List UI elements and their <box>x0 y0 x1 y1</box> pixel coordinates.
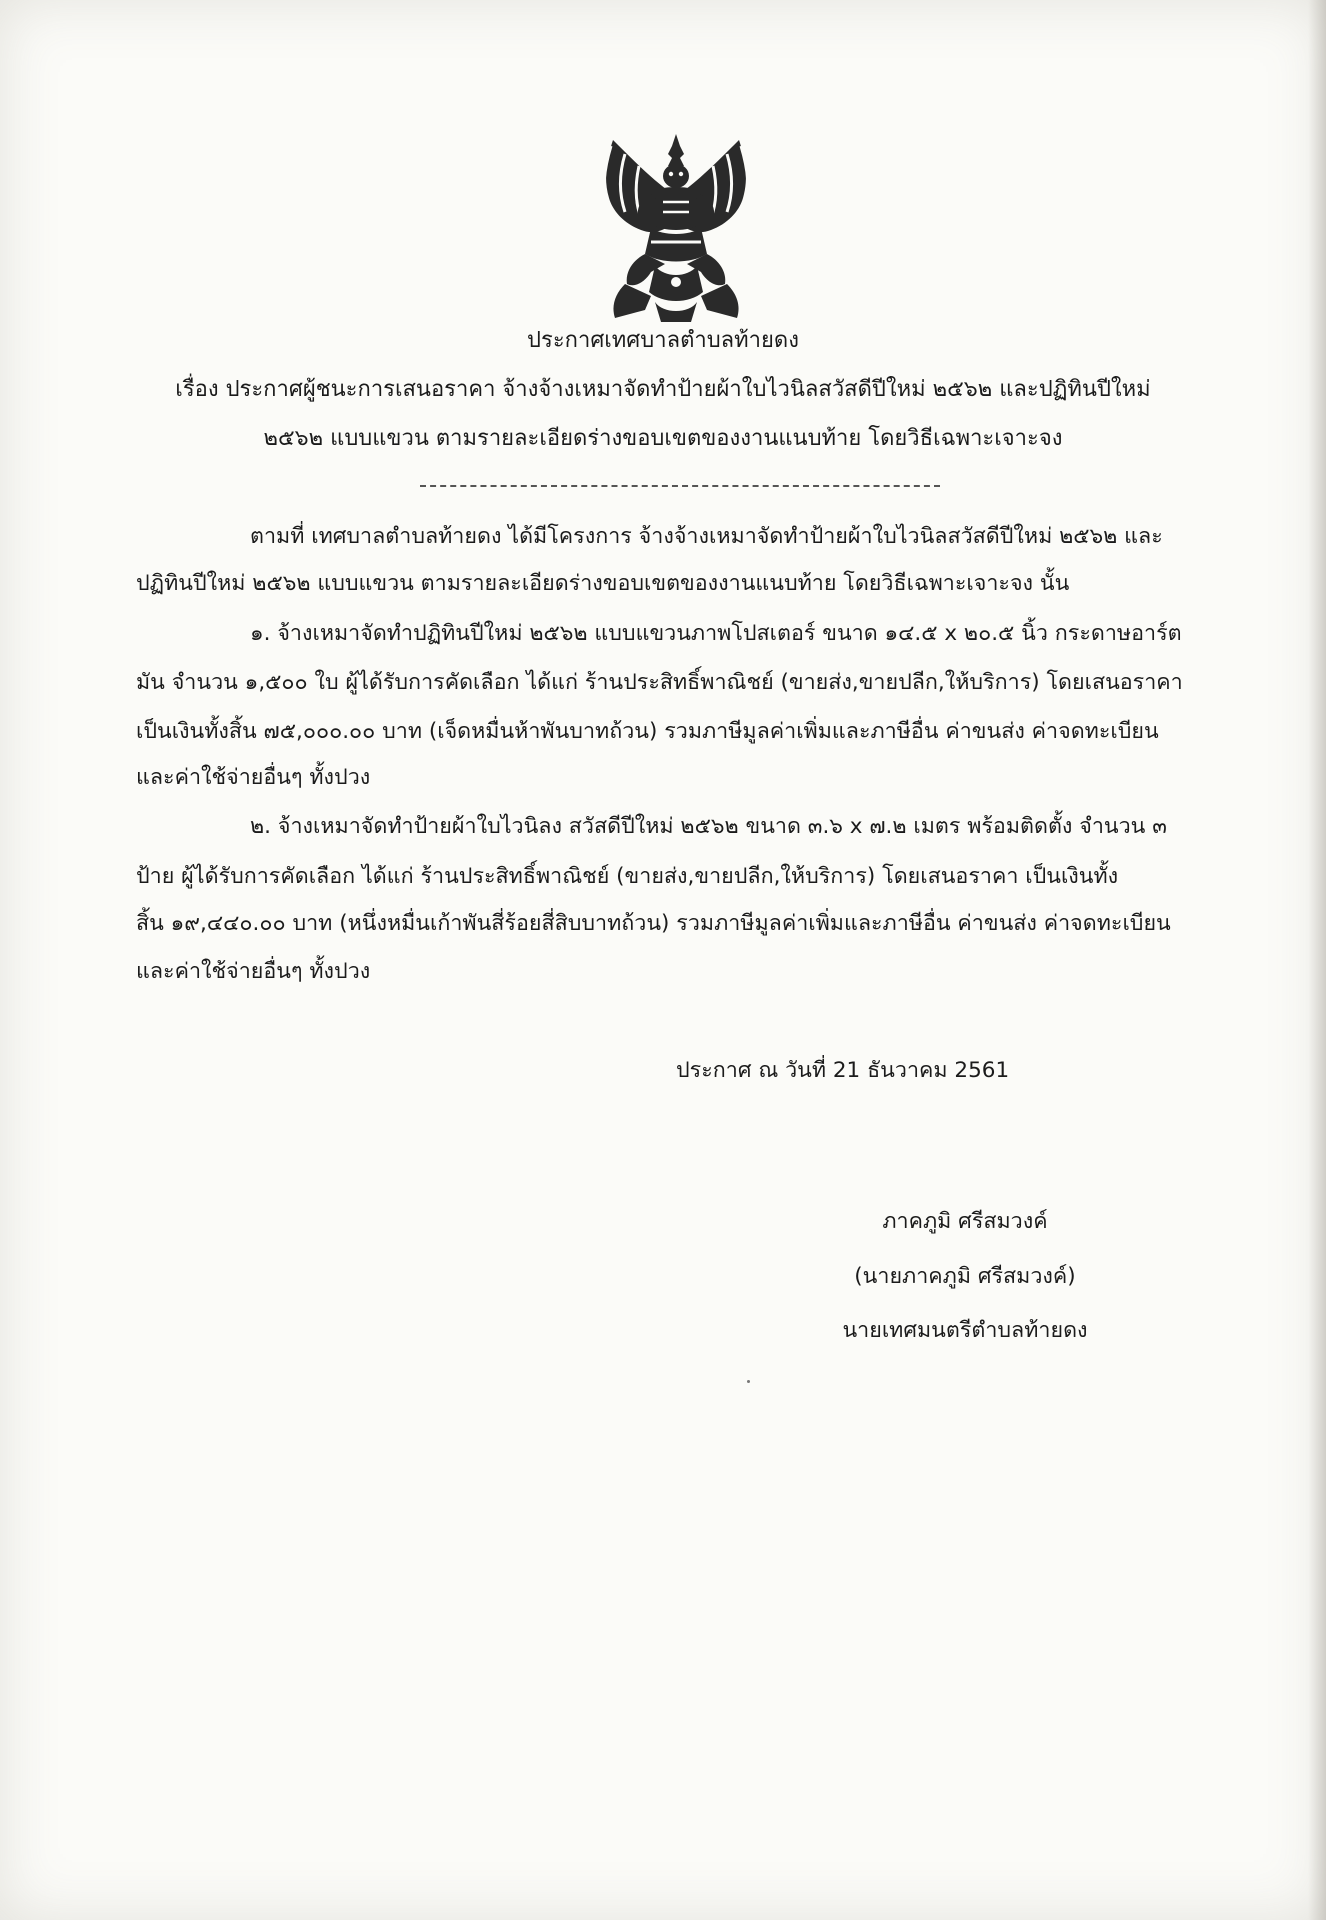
signatory-printed-name: (นายภาคภูมิ ศรีสมวงค์) <box>854 1264 1076 1289</box>
intro-line-1: ตามที่ เทศบาลตำบลท้ายดง ได้มีโครงการ จ้างจ้างเหมาจัดทำป้ายผ้าใบไวนิลสวัสดีปีใหม่ ๒๕๖๒ และ <box>250 524 1163 549</box>
item-2-line-4: และค่าใช้จ่ายอื่นๆ ทั้งปวง <box>136 959 371 984</box>
subject-line-1: เรื่อง ประกาศผู้ชนะการเสนอราคา จ้างจ้างเหมาจัดทำป้ายผ้าใบไวนิลสวัสดีปีใหม่ ๒๕๖๒ และปฏิทินปีใหม่ <box>175 377 1151 402</box>
item-2-line-3: สิ้น ๑๙,๔๔๐.๐๐ บาท (หนึ่งหมื่นเก้าพันสี่ร้อยสี่สิบบาทถ้วน) รวมภาษีมูลค่าเพิ่มและภาษีอื่น ค่าขนส่ง ค่าจดทะเบียน <box>136 911 1171 936</box>
item-1-line-4: และค่าใช้จ่ายอื่นๆ ทั้งปวง <box>136 765 371 790</box>
announcement-title: ประกาศเทศบาลตำบลท้ายดง <box>527 328 799 353</box>
garuda-emblem-icon <box>585 132 767 324</box>
item-2-line-1: ๒. จ้างเหมาจัดทำป้ายผ้าใบไวนิลง สวัสดีปีใหม่ ๒๕๖๒ ขนาด ๓.๖ x ๗.๒ เมตร พร้อมติดตั้ง จำนวน ๓ <box>250 814 1167 839</box>
signatory-position: นายเทศมนตรีตำบลท้ายดง <box>842 1318 1088 1343</box>
item-2-line-2: ป้าย ผู้ได้รับการคัดเลือก ได้แก่ ร้านประสิทธิ์พาณิชย์ (ขายส่ง,ขายปลีก,ให้บริการ) โดยเสนอราคา เป็นเงินทั้ง <box>136 864 1119 889</box>
dashed-divider <box>420 485 940 487</box>
signature-name: ภาคภูมิ ศรีสมวงค์ <box>882 1209 1048 1234</box>
page-edge-shadow <box>1308 0 1326 1920</box>
item-1-line-2: มัน จำนวน ๑,๕๐๐ ใบ ผู้ได้รับการคัดเลือก ได้แก่ ร้านประสิทธิ์พาณิชย์ (ขายส่ง,ขายปลีก,ให้บริการ) โดยเสนอราคา <box>136 670 1183 695</box>
item-1-line-1: ๑. จ้างเหมาจัดทำปฏิทินปีใหม่ ๒๕๖๒ แบบแขวนภาพโปสเตอร์ ขนาด ๑๔.๕ x ๒๐.๕ นิ้ว กระดาษอาร์ต <box>250 621 1182 646</box>
intro-line-2: ปฏิทินปีใหม่ ๒๕๖๒ แบบแขวน ตามรายละเอียดร่างขอบเขตของงานแนบท้าย โดยวิธีเฉพาะเจาะจง นั้น <box>136 571 1070 596</box>
subject-line-2: ๒๕๖๒ แบบแขวน ตามรายละเอียดร่างขอบเขตของงานแนบท้าย โดยวิธีเฉพาะเจาะจง <box>263 426 1063 451</box>
paper-speck <box>747 1380 750 1383</box>
item-1-line-3: เป็นเงินทั้งสิ้น ๗๕,๐๐๐.๐๐ บาท (เจ็ดหมื่นห้าพันบาทถ้วน) รวมภาษีมูลค่าเพิ่มและภาษีอื่น ค่าขนส่ง ค่าจดทะเบียน <box>136 719 1159 744</box>
announcement-date: ประกาศ ณ วันที่ 21 ธันวาคม 2561 <box>676 1058 1010 1083</box>
